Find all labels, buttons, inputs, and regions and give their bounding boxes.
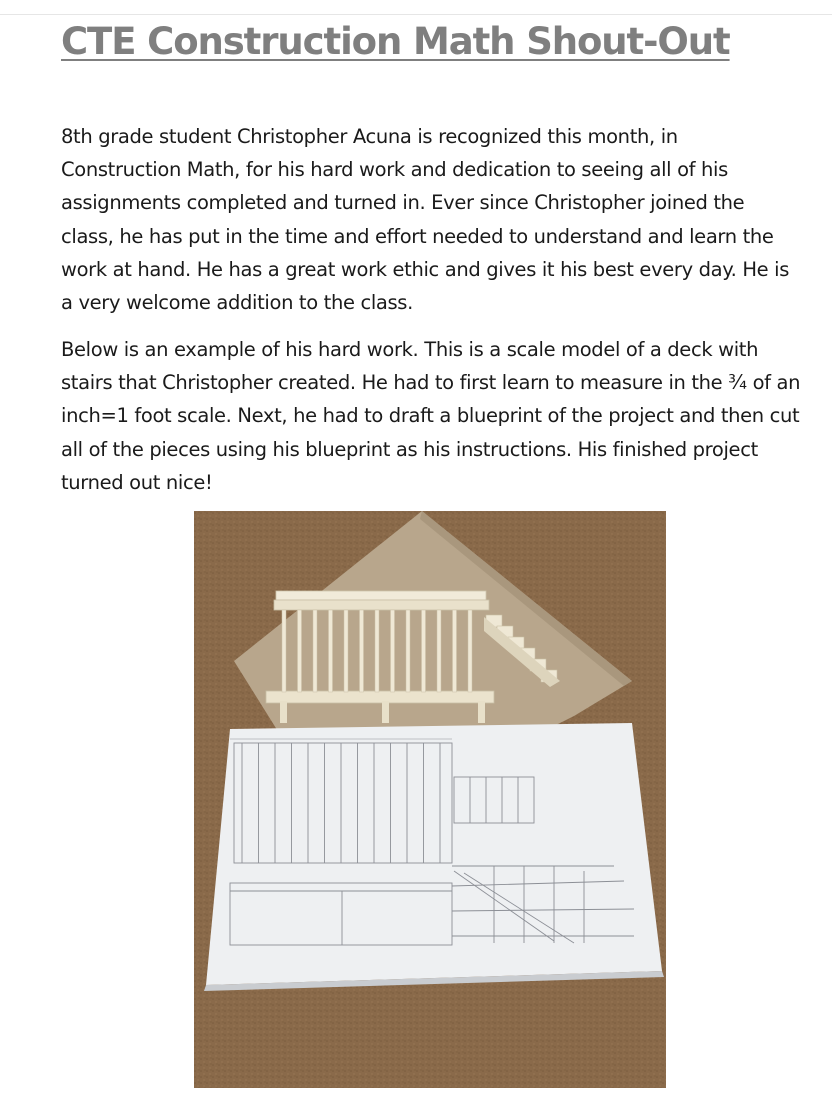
model-baluster xyxy=(375,610,379,692)
model-baluster xyxy=(422,610,426,692)
paragraph-recognition: 8th grade student Christopher Acuna is recognized this month, in Construction Math, for his hard work and dedication to seeing all of his assignments completed and turned in. Ever since Christopher joined the class, he has put in the time and effort needed to understand and learn the work at hand. He has a great work ethic and gives it his best every day. He is a very welcome addition to the class. xyxy=(61,125,790,315)
model-baluster xyxy=(453,610,457,692)
page-title: CTE Construction Math Shout-Out xyxy=(61,20,730,63)
blueprint-paper xyxy=(206,723,662,985)
model-baluster xyxy=(468,610,472,692)
model-baluster xyxy=(437,610,441,692)
model-baluster xyxy=(313,610,317,692)
paragraph-project-description: Below is an example of his hard work. This is a scale model of a deck with stairs that Christopher created. He had to first learn to measure in the ¾ of an inch=1 foot scale. Next, he had to draft a blueprint of the project and then cut all of the pieces using his blueprint as his instructions. His finished project turned out nice! xyxy=(61,338,801,494)
model-baluster xyxy=(282,610,286,692)
project-photo xyxy=(194,511,666,1088)
page-top-divider xyxy=(0,14,832,15)
model-baluster xyxy=(360,610,364,692)
deck-model-photo xyxy=(194,511,666,1088)
model-baluster xyxy=(391,610,395,692)
model-baluster xyxy=(298,610,302,692)
model-baluster xyxy=(344,610,348,692)
model-baluster xyxy=(329,610,333,692)
model-baluster xyxy=(406,610,410,692)
